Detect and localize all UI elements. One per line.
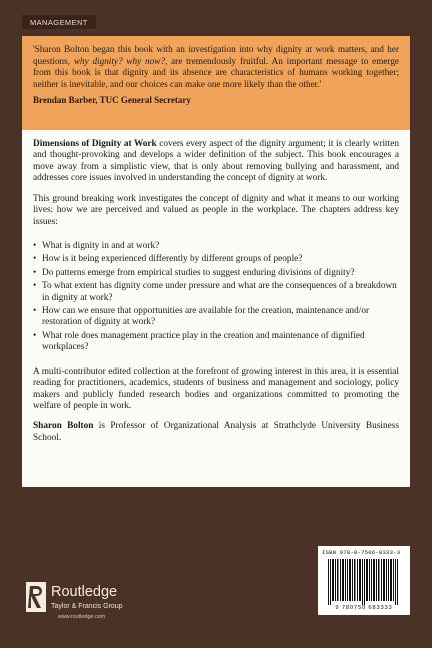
quote-text-end: are tremendously fruitful. An important message to emerge from this book is that dignity and its absence are characteristics of humans working together; neither is inevitable, and our choices can make one more likely than the other.' (33, 55, 399, 89)
routledge-r-icon (26, 582, 46, 616)
publisher-logo[interactable] (26, 582, 176, 622)
readership-paragraph: A multi-contributor edited collection at the forefront of growing interest in this area, it is essential reading for practitioners, academics, students of business and management and sociology, policy makers and publicly funded research bodies and organizations committed to promoting the welfare of people in work. (33, 366, 399, 412)
author-bio-text: is Professor of Organizational Analysis at Strathclyde University Business School. (33, 421, 399, 443)
endorsement-quote-box (22, 36, 410, 132)
barcode-number: 9 780750 683333 (335, 605, 393, 611)
list-item: • What role does management practice play in the creation and maintenance of dignified workplaces? (33, 330, 365, 353)
intro-paragraph (33, 139, 399, 185)
list-item: • How can we ensure that opportunities are available for the creation, maintenance and/or restoration of dignity at work? (33, 306, 370, 328)
quote-text: 'Sharon Bolton began this book with an investigation into why dignity at work matters, and her questions, (33, 44, 399, 66)
barcode (318, 546, 410, 615)
list-item: • To what extent has dignity come under pressure and what are the consequences of a breakdown in dignity at work? (33, 281, 397, 303)
intro-text: covers every aspect of the dignity argument; it is clearly written and thought-provoking and develops a wider definition of the subject. This book encourages a move away from a simplistic view, that is only about removing bullying and harassment, and addresses core issues involved in understanding the concept of dignity at work. (33, 139, 399, 184)
barcode-bars (328, 559, 400, 605)
key-issues-intro: This ground breaking work investigates the concept of dignity and what it means to our working lives: how we are perceived and valued as people in the workplace. The chapters address key issues: (33, 193, 399, 227)
book-title: Dimensions of Dignity at Work (33, 139, 157, 149)
quote-attribution: Brendan Barber, TUC General Secretary (33, 95, 191, 105)
publisher-url[interactable]: www.routledge.com (58, 614, 106, 620)
endorsement-quote (33, 44, 399, 90)
isbn-text: ISBN 978-0-7506-8333-3 (322, 549, 401, 556)
author-name: Sharon Bolton (33, 421, 94, 432)
quote-italic: why dignity? why now?, (73, 55, 168, 66)
author-bio (33, 421, 399, 444)
list-item: • Do patterns emerge from empirical studies to suggest enduring divisions of dignity? (33, 267, 355, 278)
publisher-name: Routledge (51, 584, 118, 600)
list-item: • What is dignity in and at work? (33, 240, 160, 251)
description-panel (22, 130, 410, 487)
key-issues-list (33, 241, 399, 354)
publisher-group: Taylor & Francis Group (51, 603, 123, 610)
category-label: MANAGEMENT (22, 15, 96, 29)
list-item: • How is it being experienced differently by different groups of people? (33, 254, 303, 265)
